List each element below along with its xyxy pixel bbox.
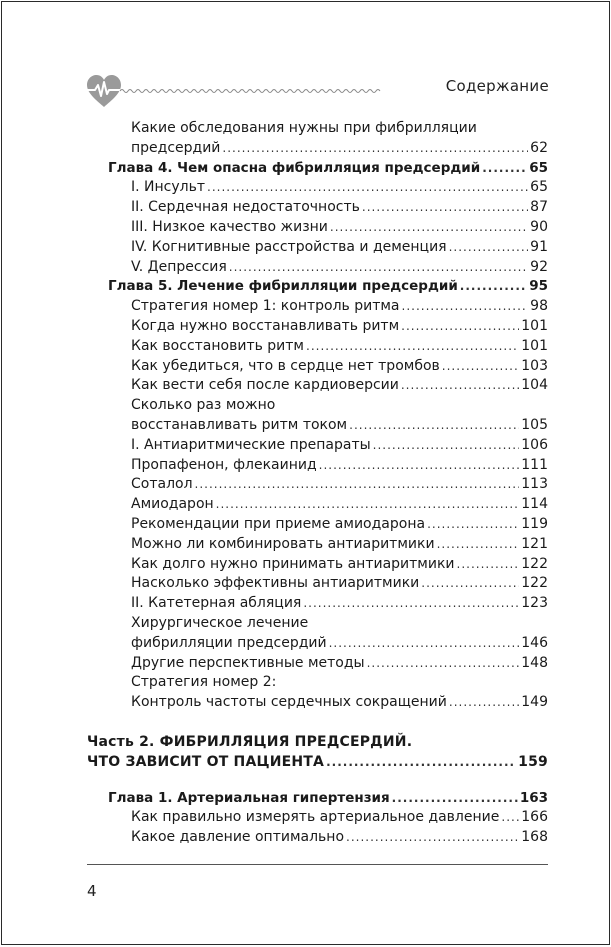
dot-leader <box>367 654 520 674</box>
toc-entry-title: II. Сердечная недостаточность <box>131 199 360 216</box>
toc-entry <box>2 574 611 594</box>
toc-entry-title: III. Низкое качество жизни <box>131 218 328 235</box>
toc-entry-title: Рекомендации при приеме амиодарона <box>131 515 426 532</box>
page-title: Содержание <box>445 77 549 95</box>
toc-entry <box>2 594 611 614</box>
toc-entry-title-cont: ЧТО ЗАВИСИТ ОТ ПАЦИЕНТА <box>87 753 325 770</box>
dot-leader <box>392 789 518 809</box>
toc-entry <box>2 475 611 495</box>
toc-page-number: 149 <box>521 694 548 711</box>
toc-page-number: 122 <box>521 555 548 572</box>
toc-page-number: 146 <box>521 634 548 651</box>
toc-entry <box>2 535 611 555</box>
toc-entry-title: Какое давление оптимально <box>131 829 345 846</box>
toc-entry-title-cont: восстанавливать ритм током <box>131 416 348 433</box>
toc-entry <box>2 828 611 848</box>
page-header <box>86 74 549 114</box>
toc-page-number: 123 <box>521 595 548 612</box>
toc-entry-title: Пропафенон, флекаинид <box>131 456 317 473</box>
dot-leader <box>501 808 519 828</box>
toc-entry <box>2 495 611 515</box>
toc-entry-title: Когда нужно восстанавливать ритм <box>131 317 400 334</box>
dot-leader <box>229 258 528 278</box>
table-of-contents <box>2 119 611 848</box>
toc-entry <box>2 555 611 575</box>
dot-leader <box>401 317 519 337</box>
toc-page-number: 121 <box>521 535 548 552</box>
toc-page-number: 166 <box>521 809 548 826</box>
dot-leader <box>449 693 519 713</box>
toc-entry-title: Стратегия номер 1: контроль ритма <box>131 298 400 315</box>
dot-leader <box>195 475 520 495</box>
dot-leader <box>402 297 529 317</box>
toc-entry <box>2 119 611 159</box>
toc-page-number: 148 <box>521 654 548 671</box>
toc-page-number: 103 <box>521 357 548 374</box>
dot-leader <box>306 337 519 357</box>
toc-entry-title: Можно ли комбинировать антиаритмики <box>131 535 435 552</box>
dot-leader <box>346 828 519 848</box>
toc-entry-title: Другие перспективные методы <box>131 654 365 671</box>
toc-entry <box>2 218 611 238</box>
toc-part <box>2 733 611 773</box>
toc-page-number: 95 <box>529 278 548 295</box>
toc-entry <box>2 515 611 535</box>
toc-entry <box>2 297 611 317</box>
toc-page-number: 87 <box>530 199 548 216</box>
toc-page-number: 111 <box>521 456 548 473</box>
dot-leader <box>449 238 529 258</box>
toc-entry <box>2 317 611 337</box>
toc-entry-title-cont: предсердий <box>131 139 221 156</box>
toc-entry-title: Как восстановить ритм <box>131 337 304 354</box>
toc-entry-title: IV. Когнитивные расстройства и деменция <box>131 238 447 255</box>
dot-leader <box>421 574 519 594</box>
dot-leader <box>482 159 527 179</box>
toc-entry-title: Сколько раз можно <box>131 397 276 414</box>
dot-leader <box>303 594 519 614</box>
toc-page-number: 119 <box>521 515 548 532</box>
toc-entry-title: Глава 4. Чем опасна фибрилляция предсердий <box>108 159 481 176</box>
toc-entry <box>2 614 611 654</box>
toc-entry <box>2 376 611 396</box>
toc-page-number: 122 <box>521 575 548 592</box>
dot-leader <box>362 198 528 218</box>
dot-leader <box>457 555 520 575</box>
toc-entry <box>2 654 611 674</box>
dot-leader <box>401 376 519 396</box>
toc-page-number: 62 <box>530 139 548 156</box>
toc-page-number: 92 <box>530 258 548 275</box>
book-page <box>1 1 610 945</box>
toc-chapter <box>2 277 611 297</box>
toc-page-number: 65 <box>530 179 548 196</box>
toc-page-number: 105 <box>521 416 548 433</box>
dot-leader <box>330 218 528 238</box>
dot-leader <box>460 277 527 297</box>
toc-entry-title: Амиодарон <box>131 496 214 513</box>
toc-page-number: 163 <box>519 789 548 806</box>
toc-entry-title: Глава 1. Артериальная гипертензия <box>108 789 390 806</box>
toc-entry-title: Стратегия номер 2: <box>131 674 277 691</box>
dot-leader <box>442 357 520 377</box>
footer-divider <box>87 864 548 865</box>
toc-entry <box>2 178 611 198</box>
dot-leader <box>373 436 520 456</box>
toc-entry-title: Какие обследования нужны при фибрилляции <box>131 120 477 136</box>
toc-entry <box>2 337 611 357</box>
dot-leader <box>427 515 519 535</box>
dot-leader <box>207 178 528 198</box>
toc-chapter <box>2 789 611 809</box>
toc-page-number: 106 <box>521 436 548 453</box>
toc-entry <box>2 436 611 456</box>
toc-entry <box>2 396 611 436</box>
toc-entry-title: Насколько эффективны антиаритмики <box>131 575 420 592</box>
dot-leader <box>222 139 528 159</box>
dot-leader <box>319 456 520 476</box>
toc-entry-title: I. Антиаритмические препараты <box>131 436 371 453</box>
toc-page-number: 91 <box>530 238 548 255</box>
dot-leader <box>349 416 519 436</box>
toc-page-number: 90 <box>530 218 548 235</box>
toc-entry-title: Как вести себя после кардиоверсии <box>131 377 399 394</box>
toc-entry <box>2 238 611 258</box>
toc-entry-title: II. Катетерная абляция <box>131 595 302 612</box>
toc-page-number: 114 <box>521 496 548 513</box>
toc-entry-title: Часть 2. ФИБРИЛЛЯЦИЯ ПРЕДСЕРДИЙ. <box>87 733 413 750</box>
toc-entry-title: Как убедиться, что в сердце нет тромбов <box>131 357 440 374</box>
toc-entry-title-cont: фибрилляции предсердий <box>131 634 327 651</box>
toc-page-number: 65 <box>529 159 548 176</box>
toc-page-number: 104 <box>521 377 548 394</box>
dot-leader <box>329 634 520 654</box>
toc-page-number: 168 <box>521 829 548 846</box>
toc-page-number: 98 <box>530 298 548 315</box>
toc-page-number: 113 <box>521 476 548 493</box>
toc-entry-title: I. Инсульт <box>131 179 205 196</box>
page-number: 4 <box>87 882 97 900</box>
toc-entry-title: Соталол <box>131 476 193 493</box>
toc-entry-title: Глава 5. Лечение фибрилляции предсердий <box>108 278 458 295</box>
toc-entry-title: Хирургическое лечение <box>131 614 309 631</box>
toc-entry <box>2 258 611 278</box>
toc-entry <box>2 808 611 828</box>
toc-entry <box>2 673 611 713</box>
toc-entry <box>2 357 611 377</box>
toc-entry <box>2 456 611 476</box>
dot-leader <box>326 753 516 773</box>
dot-leader <box>216 495 520 515</box>
heart-pulse-icon <box>86 74 386 110</box>
toc-entry-title: Как долго нужно принимать антиаритмики <box>131 555 455 572</box>
toc-entry-title-cont: Контроль частоты сердечных сокращений <box>131 694 447 711</box>
toc-page-number: 101 <box>521 317 548 334</box>
toc-page-number: 101 <box>521 337 548 354</box>
toc-chapter <box>2 159 611 179</box>
toc-entry <box>2 198 611 218</box>
toc-entry-title: V. Депрессия <box>131 258 227 275</box>
dot-leader <box>437 535 520 555</box>
toc-page-number: 159 <box>518 753 548 770</box>
toc-entry-title: Как правильно измерять артериальное давление <box>131 809 500 826</box>
